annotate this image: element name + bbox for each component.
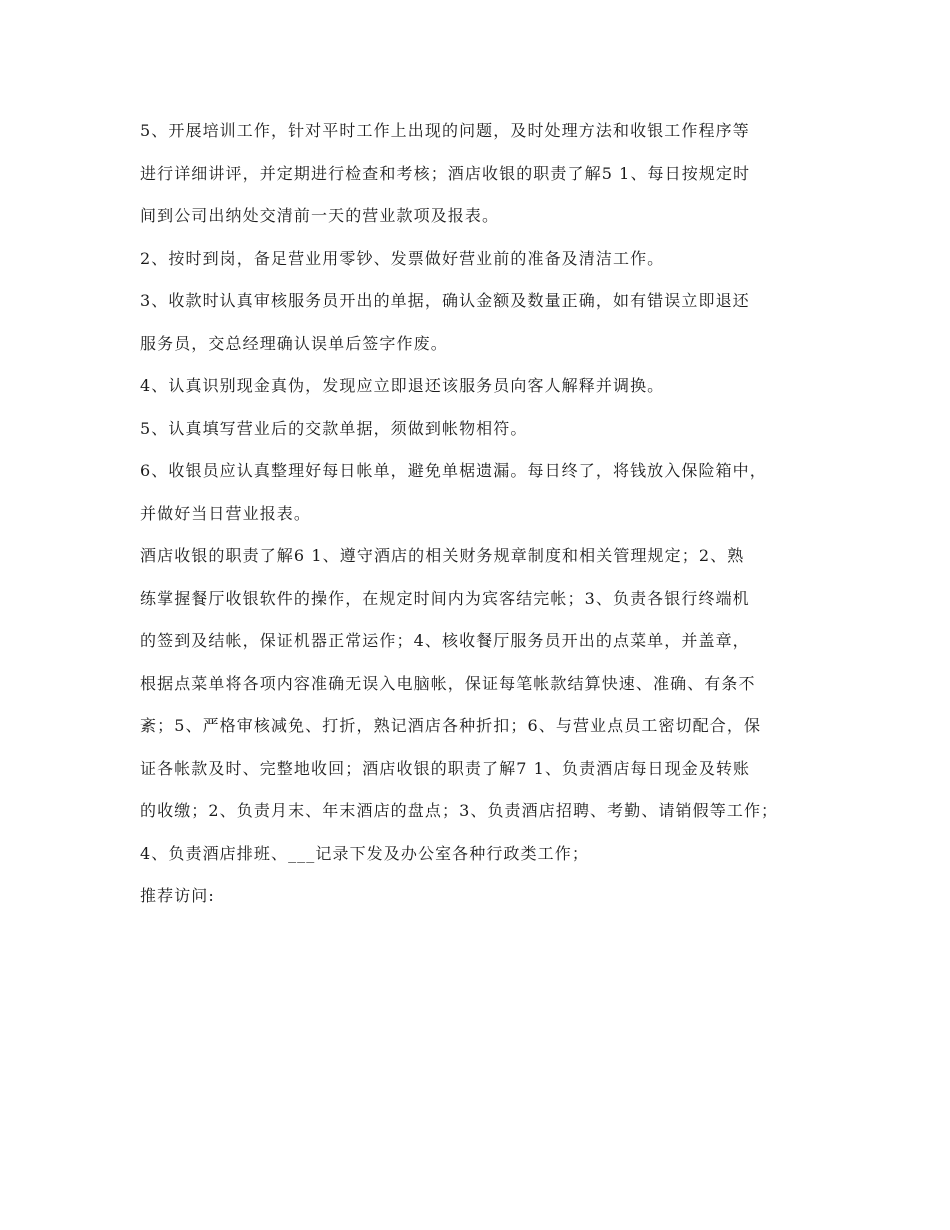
text-line: 根据点菜单将各项内容准确无误入电脑帐，保证每笔帐款结算快速、准确、有条不: [140, 673, 756, 693]
text-line: 紊；5、严格审核减免、打折，熟记酒店各种折扣；6、与营业点员工密切配合，保: [140, 716, 762, 735]
text-line: 服务员，交总经理确认误单后签字作废。: [140, 333, 448, 353]
text-line: 间到公司出纳处交清前一天的营业款项及报表。: [140, 206, 500, 225]
text-line: 酒店收银的职责了解6 1、遵守酒店的相关财务规章制度和相关管理规定；2、熟: [140, 546, 745, 565]
text-line: 的签到及结帐，保证机器正常运作；4、核收餐厅服务员开出的点菜单，并盖章，: [140, 631, 750, 650]
text-line: 2、按时到岗，备足营业用零钞、发票做好营业前的准备及清洁工作。: [140, 248, 665, 268]
text-line: 4、认真识别现金真伪，发现应立即退还该服务员向客人解释并调换。: [140, 376, 665, 395]
text-line: 证各帐款及时、完整地收回；酒店收银的职责了解7 1、负责酒店每日现金及转账: [140, 758, 751, 778]
text-line: 练掌握餐厅收银软件的操作，在规定时间内为宾客结完帐；3、负责各银行终端机: [140, 588, 750, 608]
text-line: 并做好当日营业报表。: [140, 503, 312, 523]
text-line: 进行详细讲评，并定期进行检查和考核；酒店收银的职责了解5 1、每日按规定时: [140, 163, 751, 183]
text-line: 3、收款时认真审核服务员开出的单据，确认金额及数量正确，如有错误立即退还: [140, 291, 750, 310]
text-line: 4、负责酒店排班、___记录下发及办公室各种行政类工作；: [140, 843, 589, 863]
document-body: [140, 110, 840, 918]
text-line: 5、开展培训工作，针对平时工作上出现的问题，及时处理方法和收银工作程序等: [140, 121, 750, 140]
text-line: 6、收银员应认真整理好每日帐单，避免单椐遗漏。每日终了，将钱放入保险箱中，: [140, 461, 767, 480]
text-line: 的收缴；2、负责月末、年末酒店的盘点；3、负责酒店招聘、考勤、请销假等工作；: [140, 801, 779, 820]
recommended-visit-label: 推荐访问:: [140, 886, 215, 905]
text-line: 5、认真填写营业后的交款单据，须做到帐物相符。: [140, 418, 528, 438]
